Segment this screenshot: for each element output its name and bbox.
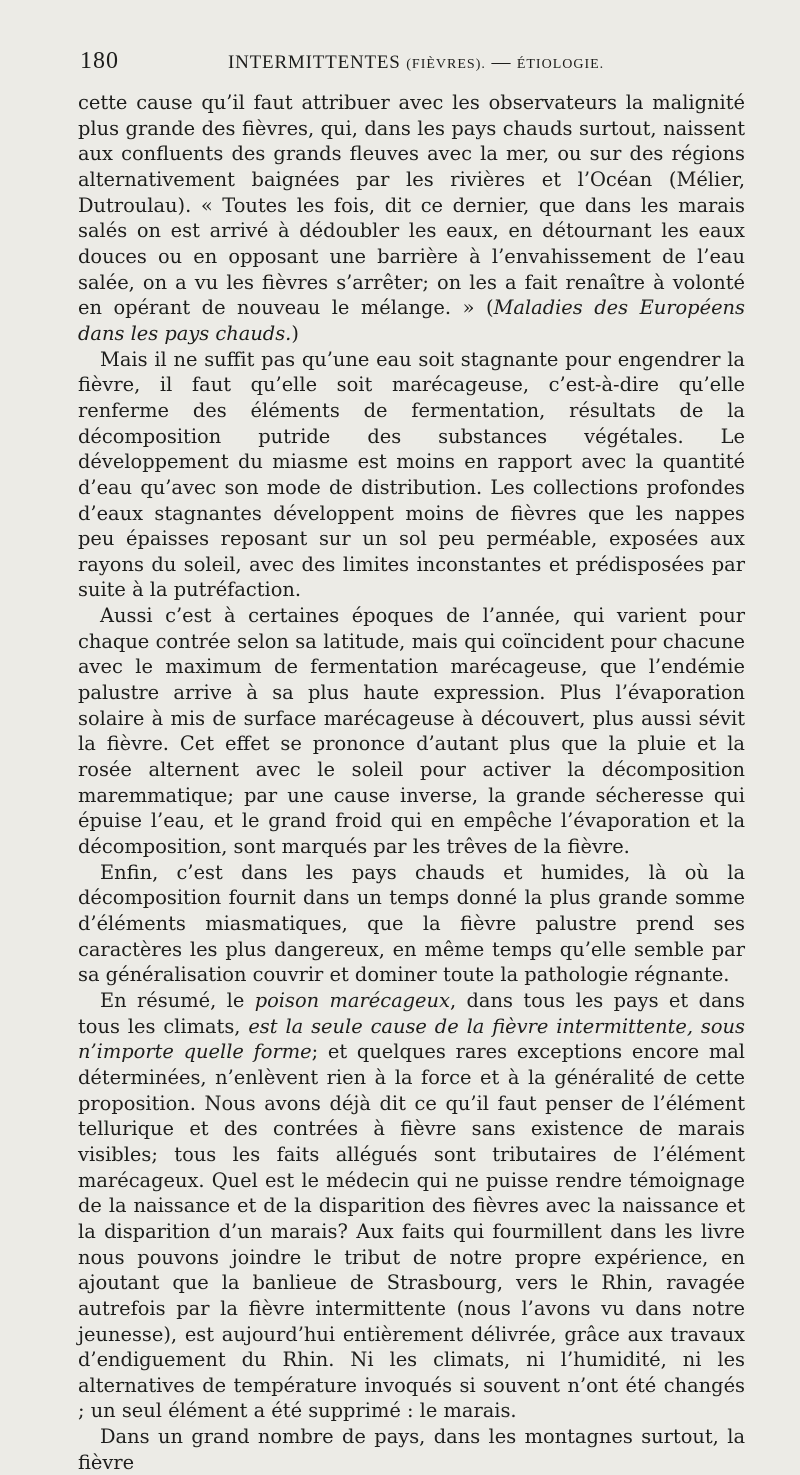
paragraph	[78, 1424, 745, 1475]
text-run: En résumé, le	[100, 988, 255, 1012]
italic-text: poison marécageux	[254, 988, 450, 1012]
text-run: , dans tous les pays et dans tous les climats,	[78, 988, 745, 1038]
running-title-main: INTERMITTENTES	[228, 52, 401, 73]
text-run: ; et quelques rares exceptions encore mal déterminées, n’enlèvent rien à la force et à la généralité de cette proposition. Nous avons déjà dit ce qu’il faut penser de l’élément tellurique et des contrées à fièvre sans existence de marais visibles; tous les faits allégués sont tributaires de l’élément marécageux. Quel est le médecin qui ne puisse rendre témoignage de la naissance et de la disparition des fièvres avec la naissance et la disparition d’un marais? Aux faits qui fourmillent dans les livre nous pouvons joindre le tribut de notre propre expérience, en ajoutant que la banlieue de Strasbourg, vers le Rhin, ravagée autrefois par la fièvre intermittente (nous l’avons vu dans notre jeunesse), est aujourd’hui entièrement délivrée, grâce aux travaux d’endiguement du Rhin. Ni les climats, ni l’humidité, ni les alternatives de température invoqués si souvent n’ont été changés ; un seul élément a été supprimé : le marais.	[78, 1040, 745, 1423]
running-title	[228, 52, 604, 74]
text-run: )	[291, 321, 299, 345]
body-text	[78, 90, 745, 1475]
text-run: Dans un grand nombre de pays, dans les montagnes surtout, la fièvre	[78, 1425, 745, 1474]
text-run: Enfin, c’est dans les pays chauds et humides, là où la décomposition fournit dans un temps donné la plus grande somme d’éléments miasmatiques, que la fièvre palustre prend ses caractères les plus dangereux, en même temps qu’elle semble par sa généralisation couvrir et dominer toute la pathologie régnante.	[78, 860, 745, 987]
paragraph	[78, 988, 745, 1424]
running-title-dash: —	[491, 52, 512, 73]
paragraph	[78, 860, 745, 988]
paragraph	[78, 603, 745, 860]
italic-text: Maladies des Européens dans les pays chauds.	[78, 296, 745, 345]
paragraph	[78, 347, 745, 604]
italic-text: est la seule cause de la fièvre intermittente, sous n’importe quelle forme	[78, 1014, 745, 1064]
page-number: 180	[80, 48, 119, 74]
text-run: cette cause qu’il faut attribuer avec les observateurs la malignité plus grande des fièvres, qui, dans les pays chauds surtout, naissent aux confluents des grands fleuves avec la mer, ou sur des régions alternativement baignées par les rivières et l’Océan (Mélier, Dutroulau). « Toutes les fois, dit ce dernier, que dans les marais salés on est arrivé à dédoubler les eaux, en détournant les eaux douces ou en opposant une barrière à l’envahissement de l’eau salée, on a vu les fièvres s’arrêter; on les a fait renaître à volonté en opérant de nouveau le mélange. » (	[78, 91, 745, 320]
running-title-section: ÉTIOLOGIE.	[516, 57, 605, 72]
running-head	[78, 48, 745, 90]
paragraph	[78, 90, 745, 347]
text-run: Aussi c’est à certaines époques de l’année, qui varient pour chaque contrée selon sa latitude, mais qui coïncident pour chacune avec le maximum de fermentation marécageuse, que l’endémie palustre arrive à sa plus haute expression. Plus l’évaporation solaire à mis de surface marécageuse à découvert, plus aussi sévit la fièvre. Cet effet se prononce d’autant plus que la pluie et la rosée alternent avec le soleil pour activer la décomposition maremmatique; par une cause inverse, la grande sécheresse qui épuise l’eau, et le grand froid qui en empêche l’évaporation et la décomposition, sont marqués par les trêves de la fièvre.	[78, 604, 745, 859]
running-title-paren: (FIÈVRES).	[406, 57, 486, 72]
text-run: Mais il ne suffit pas qu’une eau soit stagnante pour engendrer la fièvre, il faut qu’elle soit marécageuse, c’est-à-dire qu’elle renferme des éléments de fermentation, résultats de la décomposition putride des substances végétales. Le développement du miasme est moins en rapport avec la quantité d’eau qu’avec son mode de distribution. Les collections profondes d’eaux stagnantes développent moins de fièvres que les nappes peu épaisses reposant sur un sol peu perméable, exposées aux rayons du soleil, avec des limites inconstantes et prédisposées par suite à la putréfaction.	[78, 347, 745, 602]
